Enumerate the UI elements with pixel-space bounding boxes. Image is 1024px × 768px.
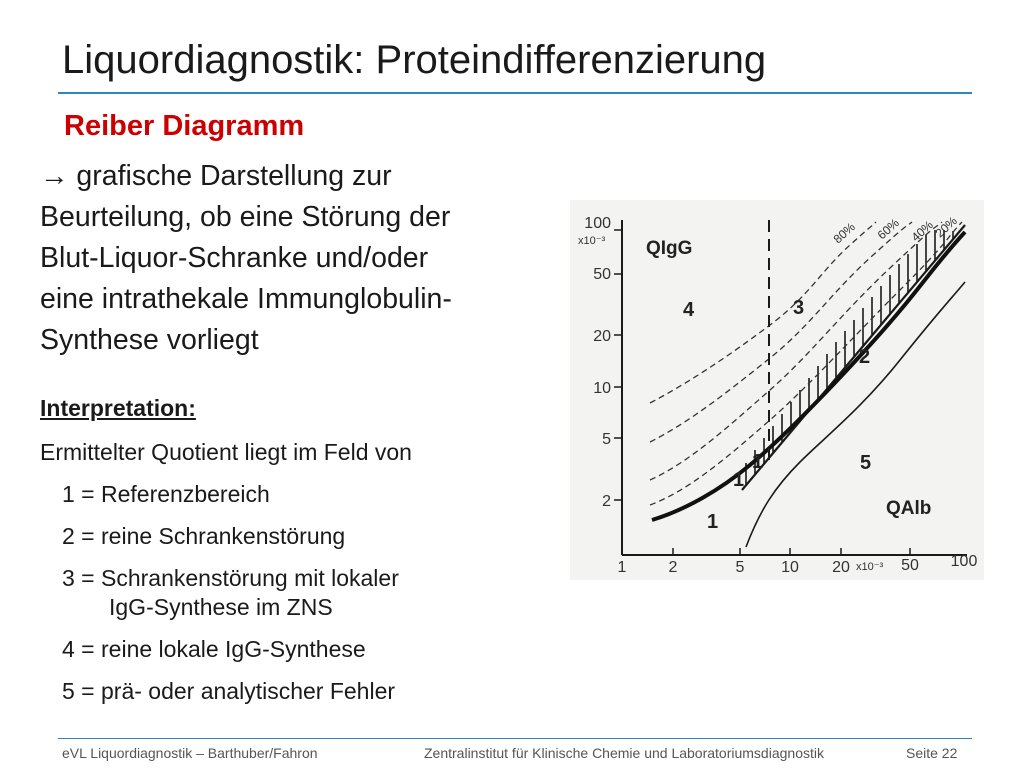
y-tick-label: 5 bbox=[602, 431, 611, 448]
legend-item-continuation: IgG-Synthese im ZNS bbox=[109, 594, 333, 620]
upper-limit-curve bbox=[652, 232, 965, 520]
x-tick-label: 5 bbox=[735, 559, 745, 576]
region-label-1: 1 bbox=[707, 511, 719, 533]
region-label-2: 2 bbox=[859, 346, 871, 368]
intro-line: Synthese vorliegt bbox=[40, 324, 259, 356]
interpretation-heading: Interpretation: bbox=[40, 395, 196, 421]
y-axis-title: QIgG bbox=[646, 238, 693, 259]
interpretation-lead: Ermittelter Quotient liegt im Feld von bbox=[40, 439, 412, 465]
intro-line: Beurteilung, ob eine Störung der bbox=[40, 201, 451, 233]
lower-limit-curve bbox=[746, 282, 965, 547]
page-number: Seite 22 bbox=[906, 745, 958, 761]
footer-institute: Zentralinstitut für Klinische Chemie und Laboratoriumsdiagnostik bbox=[424, 745, 824, 761]
slide-title: Liquordiagnostik: Proteindifferenzierung bbox=[62, 38, 767, 82]
slide-subtitle: Reiber Diagramm bbox=[64, 110, 305, 142]
region-label-3: 3 bbox=[793, 297, 805, 319]
title-divider bbox=[58, 92, 972, 94]
x-tick-label: 2 bbox=[668, 559, 678, 576]
legend-item bbox=[62, 480, 399, 509]
footer-author: eVL Liquordiagnostik – Barthuber/Fahron bbox=[62, 745, 318, 761]
hatched-band bbox=[742, 225, 965, 490]
x-axis-title: QAlb bbox=[886, 498, 932, 519]
y-tick-label: 100 bbox=[584, 215, 611, 232]
percent-label: 20% bbox=[932, 213, 960, 241]
legend-item bbox=[62, 564, 399, 622]
x-tick-label: 100 bbox=[950, 553, 978, 570]
x-exponent-label: x10⁻³ bbox=[856, 561, 884, 573]
percent-label: 40% bbox=[908, 217, 936, 245]
region-label-1: 1 bbox=[733, 469, 745, 491]
footer-divider bbox=[58, 738, 972, 739]
y-tick-label: 20 bbox=[593, 328, 611, 345]
percentile-curve-40 bbox=[650, 219, 942, 480]
legend-item bbox=[62, 677, 399, 706]
x-tick-label: 1 bbox=[617, 559, 627, 576]
percent-label: 60% bbox=[874, 215, 902, 243]
legend-item-text: 1 = Referenzbereich bbox=[62, 481, 270, 507]
band-outline bbox=[742, 225, 965, 490]
reiber-diagram bbox=[570, 200, 984, 580]
intro-text bbox=[40, 156, 550, 361]
x-tick-label: 20 bbox=[832, 559, 850, 576]
y-exponent-label: x10⁻³ bbox=[578, 235, 606, 247]
legend-item-text: 3 = Schrankenstörung mit lokaler bbox=[62, 565, 399, 591]
y-tick-marks bbox=[614, 230, 622, 500]
intro-line: eine intrathekale Immunglobulin- bbox=[40, 283, 452, 315]
x-tick-marks bbox=[673, 548, 910, 555]
region-label-5: 5 bbox=[860, 452, 872, 474]
reiber-diagram-svg bbox=[570, 200, 984, 580]
region-label-1: 1 bbox=[752, 451, 764, 473]
percentile-curve-20 bbox=[650, 219, 962, 505]
intro-line: Blut-Liquor-Schranke und/oder bbox=[40, 242, 429, 274]
y-tick-label: 10 bbox=[593, 380, 611, 397]
field-legend-list bbox=[62, 480, 399, 719]
legend-item-text: 2 = reine Schrankenstörung bbox=[62, 523, 346, 549]
legend-item bbox=[62, 635, 399, 664]
percent-label: 80% bbox=[830, 219, 858, 247]
x-tick-label: 10 bbox=[781, 559, 799, 576]
intro-line: → grafische Darstellung zur bbox=[40, 160, 392, 192]
y-tick-label: 50 bbox=[593, 266, 611, 283]
y-tick-label: 2 bbox=[602, 493, 611, 510]
region-label-4: 4 bbox=[683, 299, 695, 321]
x-tick-label: 50 bbox=[901, 557, 919, 574]
legend-item-text: 5 = prä- oder analytischer Fehler bbox=[62, 678, 396, 704]
legend-item-text: 4 = reine lokale IgG-Synthese bbox=[62, 636, 366, 662]
legend-item bbox=[62, 522, 399, 551]
